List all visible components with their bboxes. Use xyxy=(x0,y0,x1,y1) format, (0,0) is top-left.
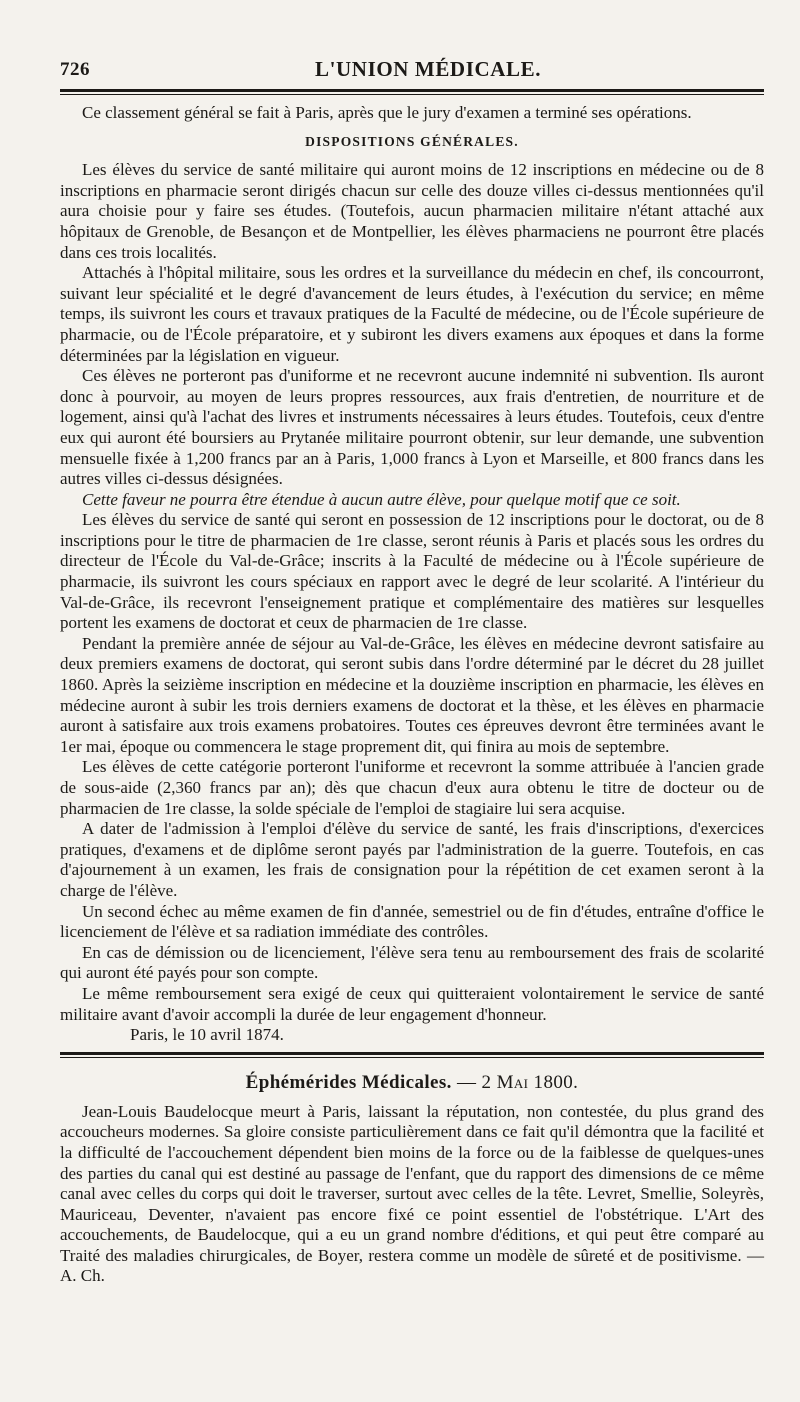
paragraph: Un second échec au même examen de fin d'année, semestriel ou de fin d'études, entraîne d'office le licenciement de l'élève et sa radiation immédiate des contrôles. xyxy=(60,901,764,942)
intro-paragraph: Ce classement général se fait à Paris, après que le jury d'examen a terminé ses opérations. xyxy=(82,103,692,122)
paragraph: Pendant la première année de séjour au Val-de-Grâce, les élèves en médecine devront satisfaire au deux premiers examens de doctorat, qui seront subis dans l'ordre déterminé par le décret du 28 juillet 1860. Après la seizième inscription en médecine et la douzième inscription en pharmacie, les élèves en médecine auront à subir les trois derniers examens de doctorat et la thèse, et les élèves en pharmacie auront à satisfaire aux trois examens probatoires. Toutes ces épreuves devront être terminées avant le 1er mai, époque ou commencera le stage proprement dit, qui finira au mois de septembre. xyxy=(60,633,764,756)
section-title: DISPOSITIONS GÉNÉRALES. xyxy=(305,133,519,149)
article-body xyxy=(60,103,764,1046)
paragraph: Les élèves de cette catégorie porteront l'uniforme et recevront la somme attribuée à l'ancien grade de sous-aide (2,360 francs par an); dès que chacun d'eux aura obtenu le titre de docteur ou de pharmacien de 1re classe, la solde spéciale de l'emploi de stagiaire lui sera acquise. xyxy=(60,757,764,818)
paragraph: Attachés à l'hôpital militaire, sous les ordres et la surveillance du médecin en chef, ils concourront, suivant leur spécialité et le degré d'avancement de leurs études, à l'exécution du service; en même temps, ils suivront les cours et travaux pratiques de la Faculté de médecine, ou de l'École supérieure de pharmacie, ou de l'École préparatoire, et y subiront les divers examens aux époques et dans la forme déterminées par la législation en vigueur. xyxy=(60,263,764,365)
paragraph: Les élèves du service de santé qui seront en possession de 12 inscriptions pour le doctorat, ou de 8 inscriptions pour le titre de pharmacien de 1re classe, seront réunis à Paris et placés sous les ordres du directeur de l'École du Val-de-Grâce; inscrits à la Faculté de médecine ou à l'École supérieure de pharmacie, ils suivront les cours spéciaux en rapport avec le degré de leur scolarité. A l'intérieur du Val-de-Grâce, ils recevront l'enseignement pratique et complémentaire des matières sur lesquelles portent les examens de doctorat et ceux de pharmacien de 1re classe. xyxy=(60,510,764,633)
ephemerides-title xyxy=(60,1072,764,1094)
ephemerides-paragraph: Jean-Louis Baudelocque meurt à Paris, laissant la réputation, non contestée, du plus grand des accoucheurs modernes. Sa gloire consiste particulièrement dans ce fait qu'il démontra que la facilité et la difficulté de l'accouchement dépendent bien moins de la force ou de la faiblesse de quelques-unes des parties du canal qui est destiné au passage de l'enfant, que du rapport des dimensions de ce même canal avec celles du corps qui doit le traverser, surtout avec celles de la tête. Levret, Smellie, Soleyrès, Mauriceau, Deventer, n'avaient pas encore fixé ce point essentiel de l'obstétrique. L'Art des accouchements, de Baudelocque, qui a eu un grand nombre d'éditions, et qui peut être comparé au Traité des maladies chirurgicales, de Boyer, restera comme un modèle de sûreté et de positivisme. — A. Ch. xyxy=(60,1101,764,1286)
page-number: 726 xyxy=(60,59,90,80)
section-divider-thin xyxy=(60,1057,764,1058)
paragraph: A dater de l'admission à l'emploi d'élève du service de santé, les frais d'inscriptions, d'exercices pratiques, d'examens et de diplôme seront payés par l'administration de la guerre. Toutefois, en cas d'ajournement à un examen, les frais de consignation pour la répétition de cet examen seront à la charge de l'élève. xyxy=(60,819,764,900)
italic-note: Cette faveur ne pourra être étendue à aucun autre élève, pour quelque motif que ce soit. xyxy=(82,489,681,509)
ephemerides-body xyxy=(60,1102,764,1287)
paragraph: Les élèves du service de santé militaire qui auront moins de 12 inscriptions en médecine ou de 8 inscriptions en pharmacie seront dirigés chacun sur celle des douze villes ci-dessus mentionnées qu'il aura choisie pour y faire ses études. (Toutefois, aucun pharmacien militaire n'étant attaché aux hôpitaux de Grenoble, de Besançon et de Montpellier, les élèves pharmaciens ne pourront être placés dans ces trois localités. xyxy=(60,160,764,262)
paragraph: Le même remboursement sera exigé de ceux qui quitteraient volontairement le service de santé militaire avant d'avoir accompli la durée de leur engagement d'honneur. xyxy=(60,983,764,1024)
signature-line: Paris, le 10 avril 1874. xyxy=(130,1025,284,1045)
ephemerides-heading: Éphémérides Médicales. xyxy=(245,1071,452,1093)
paragraph: Ces élèves ne porteront pas d'uniforme et ne recevront aucune indemnité ni subvention. Ils auront donc à pourvoir, au moyen de leurs propres ressources, aux frais d'entretien, de nourriture et de logement, ainsi qu'à l'achat des livres et instruments nécessaires à leurs études. Toutefois, ceux d'entre eux qui auront été boursiers au Prytanée militaire pourront obtenir, sur leur demande, une subvention mensuelle fixée à 1,200 francs par an à Paris, 1,000 francs à Lyon et Marseille, et 800 francs dans les autres villes ci-dessus désignées. xyxy=(60,366,764,489)
ephemerides-date: — 2 Mai 1800. xyxy=(457,1071,579,1093)
running-title: L'UNION MÉDICALE. xyxy=(315,57,542,81)
header-rule xyxy=(60,89,764,92)
section-divider xyxy=(60,1052,764,1055)
page-header xyxy=(60,55,764,85)
header-rule-thin xyxy=(60,94,764,95)
paragraph: En cas de démission ou de licenciement, l'élève sera tenu au remboursement des frais de scolarité qui auront été payés pour son compte. xyxy=(60,942,764,983)
